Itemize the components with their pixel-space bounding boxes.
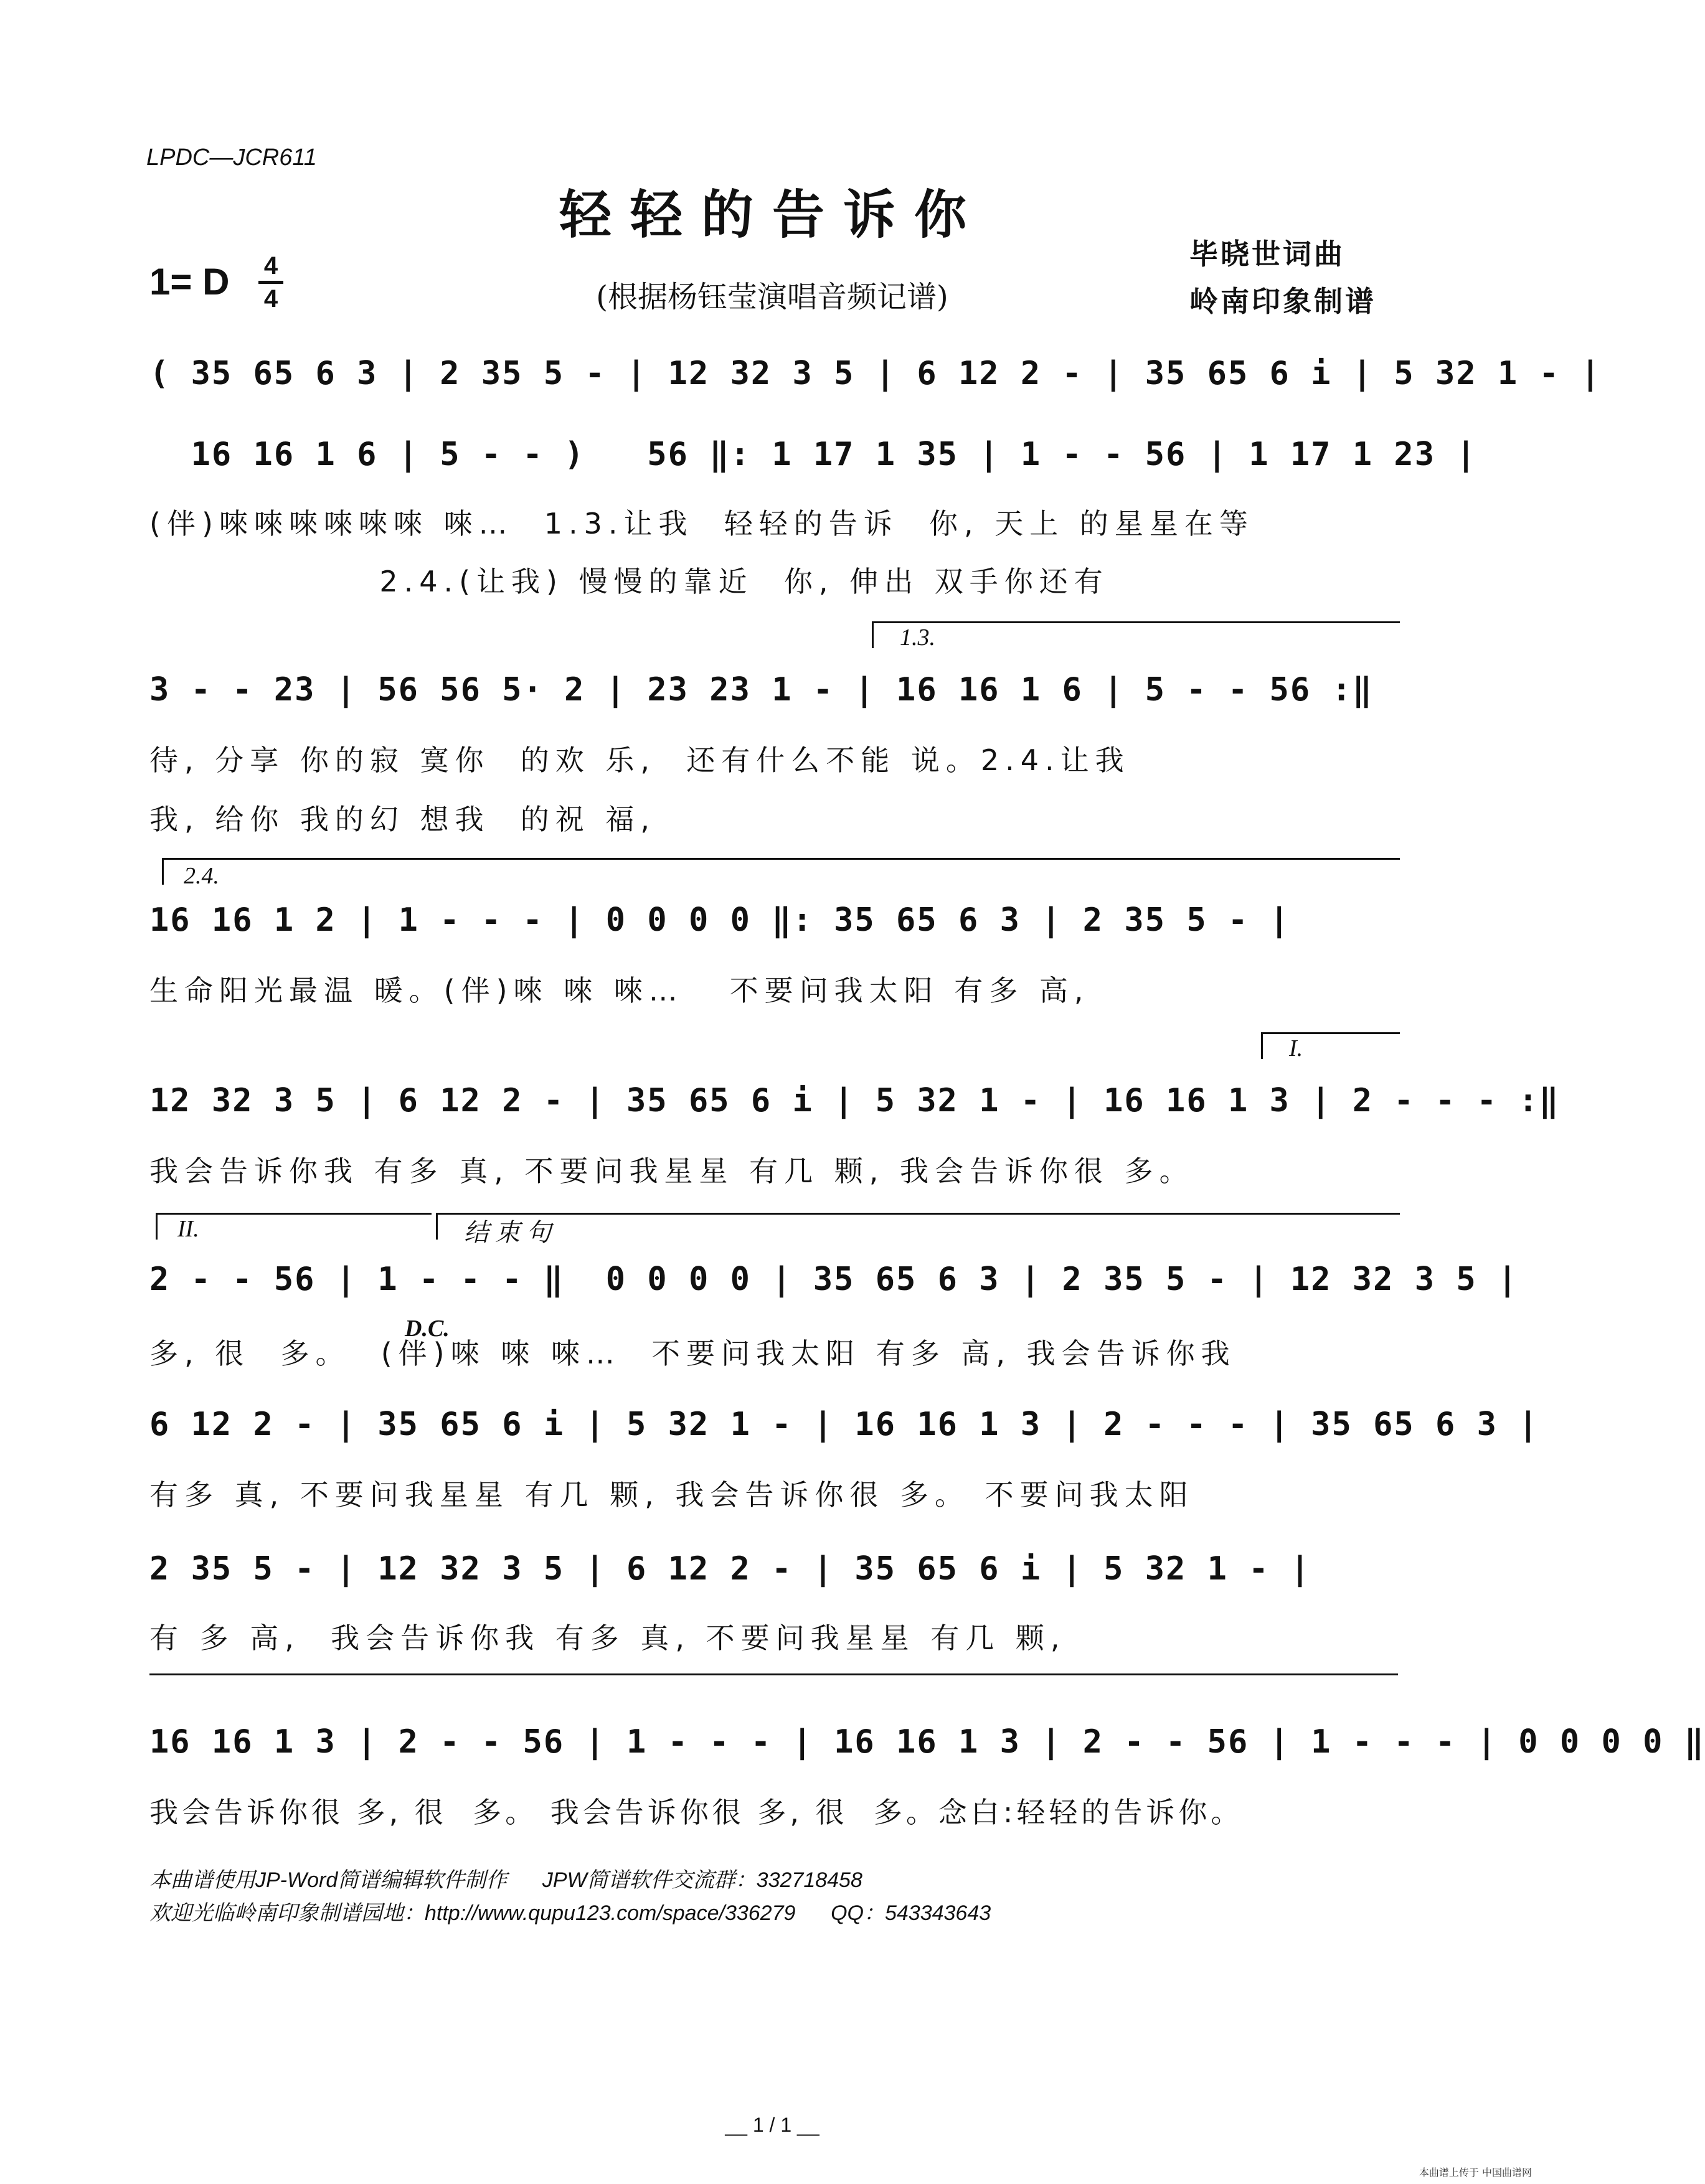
- system-6-lyric-1: 多, 很 多。 (伴)唻 唻 唻… 不要问我太阳 有多 高, 我会告诉你我: [149, 1337, 1236, 1370]
- ending-rule: [149, 1673, 1398, 1700]
- score-code: LPDC—JCR611: [146, 144, 317, 171]
- system-4-lyric-1: 生命阳光最温 暖。(伴)唻 唻 唻… 不要问我太阳 有多 高,: [149, 974, 1090, 1007]
- key-signature: 1= D: [149, 261, 230, 303]
- system-8-notes: 2 35 5 - | 12 32 3 5 | 6 12 2 - | 35 65 6 i | 5 32 1 - |: [149, 1550, 1311, 1588]
- notation-credit: 岭南印象制谱: [1189, 285, 1376, 318]
- volta-label-1-3: 1.3.: [900, 624, 935, 651]
- volta-label-II: II.: [177, 1216, 199, 1242]
- system-4-notes: 16 16 1 2 | 1 - - - | 0 0 0 0 ‖: 35 65 6 3 | 2 35 5 - |: [149, 901, 1290, 939]
- system-3-lyric-1: 待, 分享 你的寂 寞你 的欢 乐, 还有什么不能 说。2.4.让我: [149, 743, 1130, 777]
- footer-line-2: 欢迎光临岭南印象制谱园地：http://www.qupu123.com/space/336279 QQ：543343643: [149, 1901, 991, 1925]
- page-number: __ 1 / 1 __: [725, 2114, 819, 2136]
- system-9-notes: 16 16 1 3 | 2 - - 56 | 1 - - - | 16 16 1 3 | 2 - - 56 | 1 - - - | 0 0 0 0 ‖: [149, 1723, 1705, 1761]
- volta-bracket-I: [1261, 1032, 1400, 1059]
- meter-top: 4: [263, 252, 278, 280]
- volta-label-2-4: 2.4.: [184, 863, 219, 889]
- system-7-lyric-1: 有多 真, 不要问我星星 有几 颗, 我会告诉你很 多。 不要问我太阳: [149, 1478, 1194, 1512]
- system-5-lyric-1: 我会告诉你我 有多 真, 不要问我星星 有几 颗, 我会告诉你很 多。: [149, 1154, 1194, 1188]
- system-9-lyric-1: 我会告诉你很 多, 很 多。 我会告诉你很 多, 很 多。念白:轻轻的告诉你。: [149, 1796, 1244, 1829]
- system-2-lyric-1: (伴)唻唻唻唻唻唻 唻… 1.3.让我 轻轻的告诉 你, 天上 的星星在等: [149, 507, 1254, 540]
- meter-bottom: 4: [263, 285, 278, 313]
- volta-label-I: I.: [1289, 1035, 1303, 1061]
- page-title: 轻轻的告诉你: [559, 184, 985, 245]
- system-7-notes: 6 12 2 - | 35 65 6 i | 5 32 1 - | 16 16 1 3 | 2 - - - | 35 65 6 3 |: [149, 1406, 1539, 1443]
- volta-bracket-1-3: [872, 621, 1400, 648]
- upload-credit: 本曲谱上传于 中国曲谱网: [1419, 2167, 1532, 2178]
- source-note: (根据杨钰莹演唱音频记谱): [596, 280, 948, 314]
- system-3-lyric-2: 我, 给你 我的幻 想我 的祝 福,: [149, 803, 656, 836]
- ending-label: 结束句: [464, 1218, 557, 1247]
- system-2-notes: 16 16 1 6 | 5 - - ) 56 ‖: 1 17 1 35 | 1 - - 56 | 1 17 1 23 |: [149, 436, 1477, 473]
- system-1-notes: ( 35 65 6 3 | 2 35 5 - | 12 32 3 5 | 6 12 2 - | 35 65 6 i | 5 32 1 - |: [149, 355, 1602, 392]
- system-5-notes: 12 32 3 5 | 6 12 2 - | 35 65 6 i | 5 32 1 - | 16 16 1 3 | 2 - - - :‖: [149, 1082, 1560, 1119]
- volta-bracket-2-4: [162, 858, 1400, 885]
- lyricist-credit: 毕晓世词曲: [1189, 237, 1345, 271]
- system-8-lyric-1: 有 多 高, 我会告诉你我 有多 真, 不要问我星星 有几 颗,: [149, 1621, 1066, 1655]
- ending-bracket: [436, 1213, 1400, 1240]
- system-3-notes: 3 - - 23 | 56 56 5· 2 | 23 23 1 - | 16 16 1 6 | 5 - - 56 :‖: [149, 671, 1374, 708]
- footer-line-1: 本曲谱使用JP-Word简谱编辑软件制作 JPW简谱软件交流群：332718458: [149, 1868, 862, 1892]
- dc-mark: D.C.: [405, 1316, 450, 1342]
- system-2-lyric-2: 2.4.(让我) 慢慢的靠近 你, 伸出 双手你还有: [149, 565, 1109, 598]
- system-6-notes: 2 - - 56 | 1 - - - ‖ 0 0 0 0 | 35 65 6 3 | 2 35 5 - | 12 32 3 5 |: [149, 1261, 1519, 1298]
